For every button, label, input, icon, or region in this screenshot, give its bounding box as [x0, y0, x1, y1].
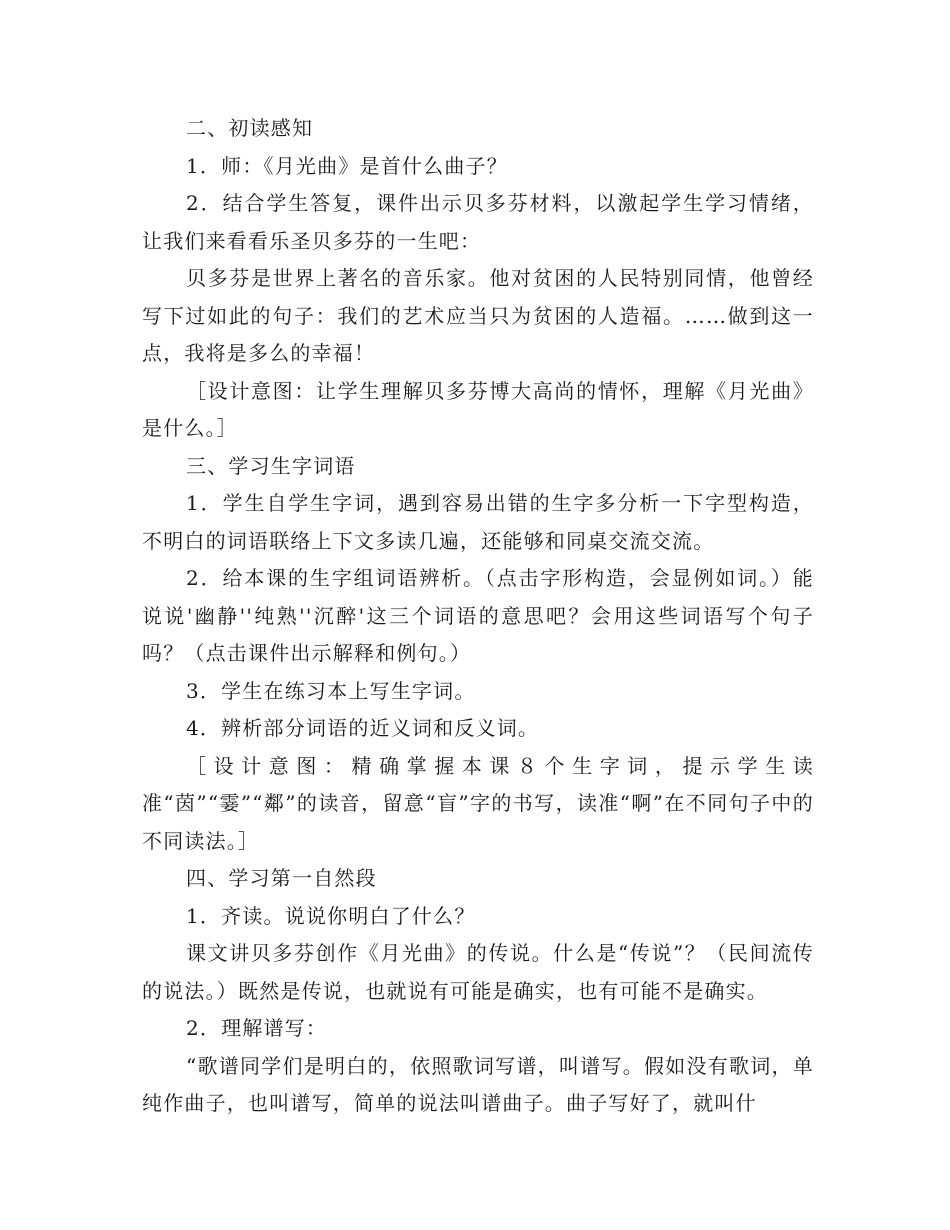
paragraph: 1．师：《月光曲》是首什么曲子？ — [186, 153, 508, 178]
paragraph: “歌谱同学们是明白的，依照歌词写谱，叫谱写。假如没有歌词，单纯作曲子，也叫谱写，简单的说法叫谱曲子。曲子写好了，就叫什 — [142, 1053, 814, 1115]
paragraph: 2．结合学生答复，课件出示贝多芬材料，以激起学生学习情绪，让我们来看看乐圣贝多芬的一生吧： — [142, 191, 814, 253]
paragraph: 1．学生自学生字词，遇到容易出错的生字多分析一下字型构造，不明白的词语联络上下文多读几遍，还能够和同桌交流交流。 — [142, 491, 814, 553]
document-body — [142, 110, 814, 1123]
section-heading-vocabulary: 三、学习生字词语 — [186, 453, 356, 478]
paragraph: 课文讲贝多芬创作《月光曲》的传说。什么是“传说”？（民间流传的说法。）既然是传说，也就说有可能是确实，也有可能不是确实。 — [142, 941, 814, 1003]
paragraph: 2．理解谱写： — [186, 1016, 328, 1040]
design-intent-note: ［设计意图：精确掌握本课８个生字词，提示学生读准“茵”“霎”“鄰”的读音，留意“盲”字的书写，读准“啊”在不同句子中的不同读法。］ — [142, 753, 814, 853]
paragraph: 2．给本课的生字组词语辨析。（点击字形构造，会显例如词。）能说说'幽静''纯熟''沉醉'这三个词语的意思吧？会用这些词语写个句子吗？（点击课件出示解释和例句。） — [142, 566, 814, 665]
paragraph: 4．辨析部分词语的近义词和反义词。 — [186, 716, 540, 740]
design-intent-note: ［设计意图：让学生理解贝多芬博大高尚的情怀，理解《月光曲》是什么。］ — [142, 378, 814, 440]
paragraph: 贝多芬是世界上著名的音乐家。他对贫困的人民特别同情，他曾经写下过如此的句子：我们的艺术应当只为贫困的人造福。……做到这一点，我将是多么的幸福！ — [142, 266, 814, 365]
section-heading-first-paragraph: 四、学习第一自然段 — [186, 866, 377, 890]
paragraph: 3．学生在练习本上写生字词。 — [186, 678, 476, 703]
section-heading-first-reading: 二、初读感知 — [186, 116, 314, 140]
paragraph: 1．齐读。说说你明白了什么？ — [186, 903, 476, 928]
